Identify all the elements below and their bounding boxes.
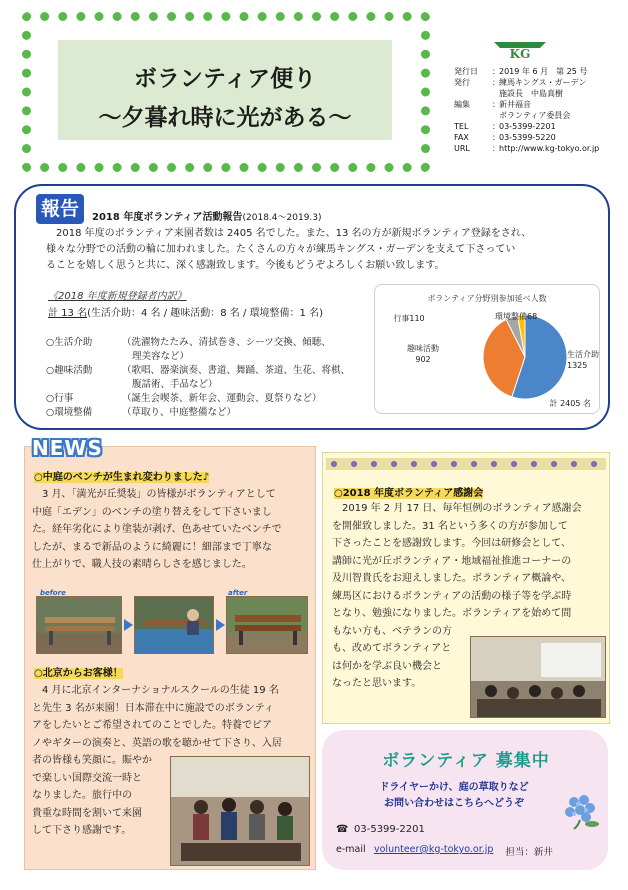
thanks-heading: ○2018 年度ボランティア感謝会 [334,488,484,499]
info-row-publisher: 発行 ： 練馬キングス・ガーデン [454,78,587,87]
mail-label: e-mail [336,844,366,855]
pie-label-1: 趣味活動 902 [407,344,439,364]
decorative-border [326,458,606,470]
recruit-mail [336,844,553,858]
logo-text: KG [509,47,531,60]
pie-chart [375,285,601,415]
pie-label-0: 生活介助 1325 [567,350,599,370]
registration-heading: 《2018 年度新規登録者内訳》 [48,291,187,302]
news-tag: NEWS [32,436,103,460]
thanks-seminar-photo [470,636,606,718]
news-text-bench: 3 月、「満光が丘奨装」の皆様がボランティアとして 中庭「エデン」のベンチの塗り替えをして下さいまし た。経年劣化により塗装が剥げ、色あせていたベンチで したが、まるで新品のように綺麗に！細部まで丁寧な 仕上がりで、職人技の素晴らしさを感じました。 [32,489,282,570]
bench-before-image [37,597,122,654]
newsletter-title: ボランティア便り [133,65,317,92]
tel-number: 03-5399-2201 [354,824,425,835]
recruit-tel [336,824,425,835]
arrow-icon [216,619,225,631]
recruit-inquiry: お問い合わせはこちらへどうぞ [384,798,524,809]
category-item: 腹話術、手品など） [132,379,218,390]
phone-icon: ☎ [336,824,349,835]
chart-total: 計 2405 名 [549,399,591,408]
info-row-editor: 編集 ： 新井福音 [454,100,531,109]
category-item: 理美容など） [132,351,190,362]
newsletter-subtitle: 〜夕暮れ時に光がある〜 [98,104,352,131]
registration-total: 計 13 名(生活介助：4 名 / 趣味活動：8 名 / 環境整備：1 名) [48,308,323,319]
pie-chart-box [374,284,600,414]
hydrangea-icon [556,790,604,830]
report-line: 様々な分野での活動の輪に加われました。たくさんの方々が練馬キングス・ガーデンを支えて下さってい [46,244,516,255]
category-item: ○環境整備 （草取り、中庭整備など） [46,407,237,418]
publication-info [454,66,624,154]
beijing-visit-image [171,757,310,866]
bench-painting-image [135,597,214,654]
bench-painting-photo [134,596,214,654]
news-heading-beijing: ○北京からお客様！ [34,668,123,679]
news-text-beijing: 4 月に北京インターナショナルスクールの生徒 19 名 と先生 3 名が来園！日本滞在中に施設でのボランティ アをしたいとご希望されてのことでした。特養でピア ノやギターの演奏と、英語の歌を聴かせて下さり、入居 者の皆様も笑顔に。賑やか で楽しい国際交流一時と なりました。旅行中の 貴重な時間を割いて来園 して下さり感謝です。 [32,685,282,836]
report-title: 2018 年度ボランティア活動報告(2018.4〜2019.3) [92,212,322,223]
kg-logo-icon [490,38,550,60]
before-label: before [40,589,66,597]
category-list [46,336,376,420]
mail-link[interactable]: volunteer@kg-tokyo.or.jp [374,844,494,855]
recruit-title: ボランティア 募集中 [382,751,550,771]
report-line: 2018 年度のボランティア来園者数は 2405 名でした。また、13 名の方が新規ボランティア登録をされ、 [56,228,532,239]
bench-before-photo [36,596,122,654]
pie-label-3: 環境整備68 [495,312,538,321]
bench-after-photo [226,596,308,654]
arrow-icon [124,619,133,631]
report-body [46,226,594,274]
after-label: after [228,589,248,597]
news-heading-bench: ○中庭のベンチが生まれ変わりました♪ [34,472,210,483]
category-item: ○行事 （誕生会喫茶、新年会、運動会、夏祭りなど） [46,393,322,404]
contact-person: 担当：新井 [505,847,553,858]
category-item: ○趣味活動 （歌唱、器楽演奏、書道、舞踊、茶道、生花、将棋、 [46,365,351,376]
thanks-text: 2019 年 2 月 17 日、毎年恒例のボランティア感謝会 を開催致しました。31 名という多くの方が参加して 下さったことを感謝致します。今回は研修会として、 講師に光が丘ボランティア・地域福祉推進コーナーの 及川智貴氏をお迎えしました。ボランティア概論や、 練馬区におけるボランティアの活動の様子等を学ぶ時 となり、勉強になりました。ボランティアを始めて間 もない方も、ベテランの方 も、改めてボランティアと は何かを学ぶ良い機会と なったと思います。 [332,503,582,689]
bench-after-image [227,597,308,654]
info-row-fax: FAX ： 03-5399-5220 [454,133,556,142]
info-row-committee: ボランティア委員会 [499,111,571,120]
info-row-director: 施設長 中島真樹 [499,89,563,98]
thanks-seminar-image [471,637,606,718]
chart-title: ボランティア分野別参加延べ人数 [427,294,547,303]
report-tag: 報告 [36,194,84,224]
category-item: ○生活介助 （洗濯物たたみ、清拭巻き、シーツ交換、傾聴、 [46,337,331,348]
pie-label-2: 行事110 [393,314,425,323]
title-box [58,40,392,140]
beijing-visit-photo [170,756,310,866]
info-row-tel: TEL ： 03-5399-2201 [454,122,556,131]
report-line: ることを嬉しく思うと共に、深く感謝致します。今後もどうぞよろしくお願い致します。 [46,260,445,271]
info-row-issue-date: 発行日 ： 2019 年 6 月 第 25 号 [454,67,588,76]
recruit-tasks: ドライヤーかけ、庭の草取りなど [379,782,529,793]
info-row-url: URL ： http://www.kg-tokyo.or.jp [454,144,600,153]
